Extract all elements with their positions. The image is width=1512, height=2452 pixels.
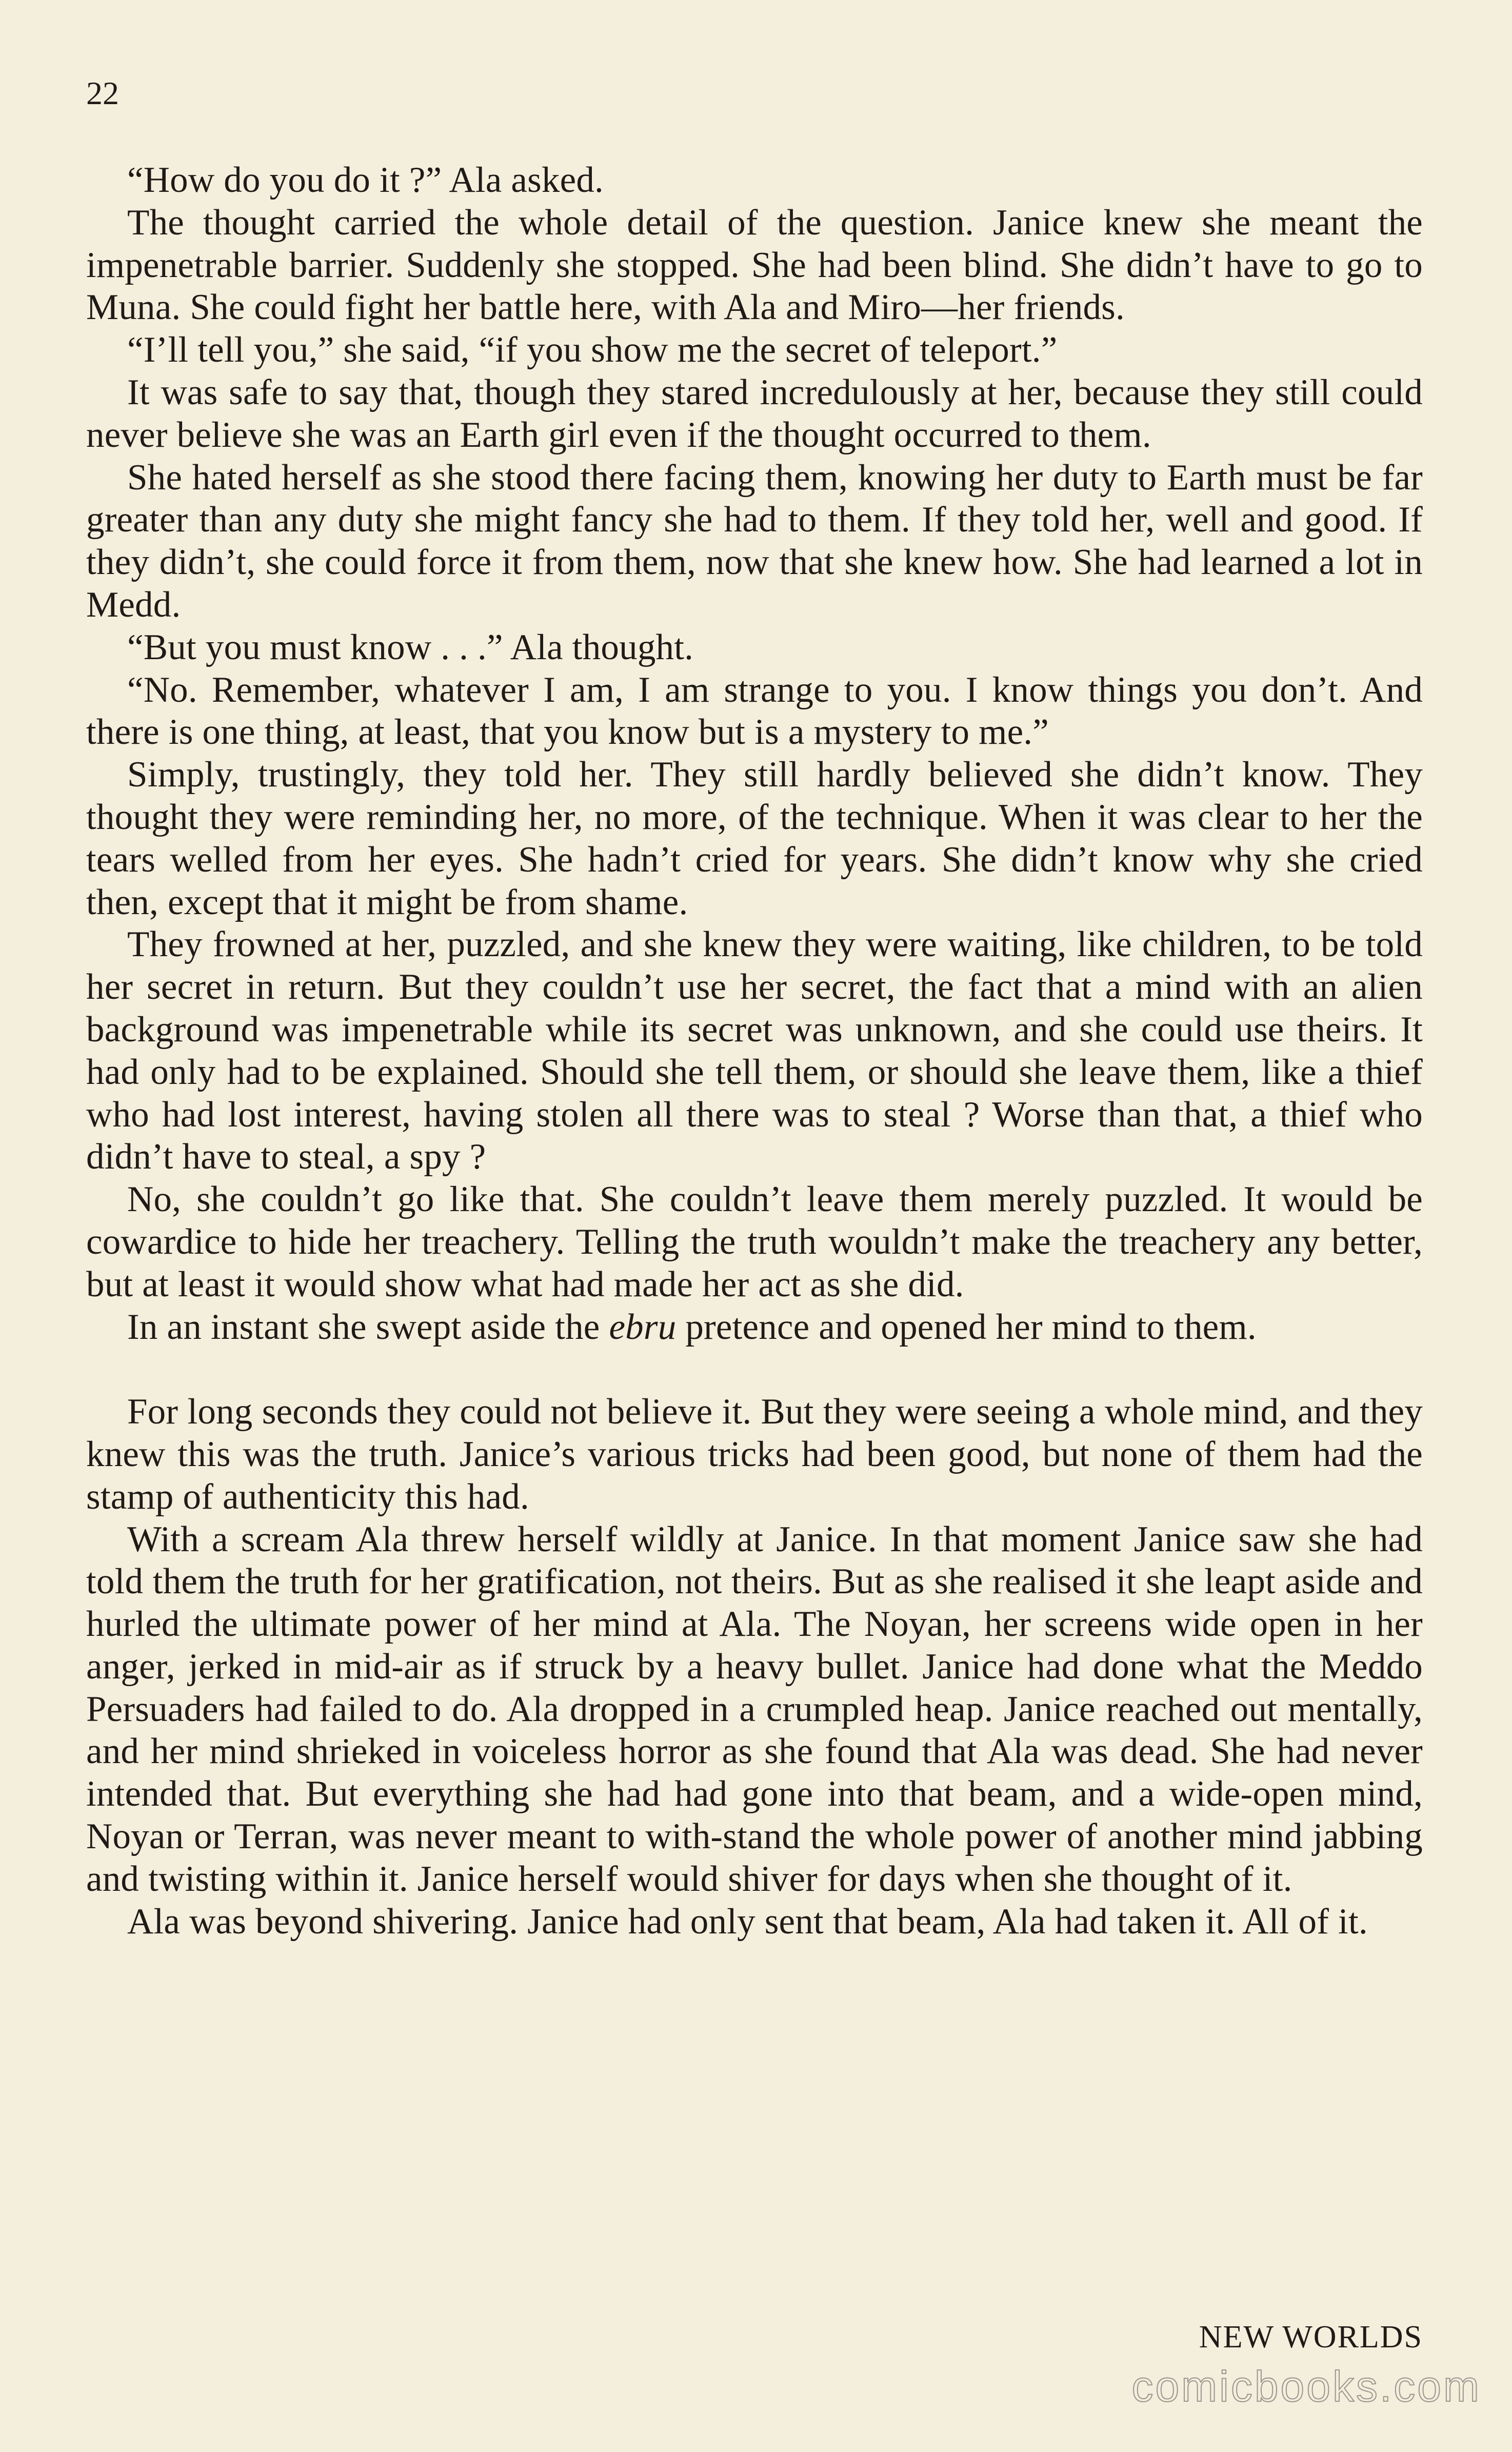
paragraph: No, she couldn’t go like that. She couldn’t leave them merely puzzled. It would be cowardice to hide her treachery. Telling the truth wouldn’t make the treachery any better, but at least it would show what had made her act as she did. bbox=[86, 1179, 1423, 1304]
paragraph: “How do you do it ?” Ala asked. bbox=[127, 160, 604, 200]
paragraph: She hated herself as she stood there facing them, knowing her duty to Earth must be far greater than any duty she might fancy she had to them. If they told her, well and good. If they didn’t, she could force it from them, now that she knew how. She had learned a lot in Medd. bbox=[86, 457, 1423, 625]
watermark: comicbooks.com bbox=[1131, 2362, 1481, 2410]
paragraph: “But you must know . . .” Ala thought. bbox=[127, 627, 694, 667]
story-text bbox=[86, 159, 1423, 1943]
paragraph: With a scream Ala threw herself wildly at Janice. In that moment Janice saw she had told them the truth for her gratification, not theirs. But as she realised it she leapt aside and hurled the ultimate power of her mind at Ala. The Noyan, her screens wide open in her anger, jerked in mid-air as if struck by a heavy bullet. Janice had done what the Meddo Persuaders had failed to do. Ala dropped in a crumpled heap. Janice reached out mentally, and her mind shrieked in voiceless horror as she found that Ala was dead. She had never intended that. But everything she had had gone into that beam, and a wide-open mind, Noyan or Terran, was never meant to with-stand the whole power of another mind jabbing and twisting within it. Janice herself would shiver for days when she thought of it. bbox=[86, 1519, 1423, 1899]
paragraph: Ala was beyond shivering. Janice had only sent that beam, Ala had taken it. All of it. bbox=[127, 1901, 1368, 1942]
ebru-before: In an instant she swept aside the bbox=[127, 1307, 609, 1347]
paragraph: “No. Remember, whatever I am, I am strange to you. I know things you don’t. And there is one thing, at least, that you know but is a mystery to me.” bbox=[86, 669, 1423, 753]
paragraph-ebru bbox=[86, 1306, 1423, 1349]
ebru-after: pretence and opened her mind to them. bbox=[676, 1307, 1257, 1347]
paragraph: “I’ll tell you,” she said, “if you show me the secret of teleport.” bbox=[127, 330, 1058, 370]
paragraph: They frowned at her, puzzled, and she knew they were waiting, like children, to be told her secret in return. But they couldn’t use her secret, the fact that a mind with an alien background was impenetrable while its secret was unknown, and she could use theirs. It had only had to be explained. Should she tell them, or should she leave them, like a thief who had lost interest, having stolen all there was to steal ? Worse than that, a thief who didn’t have to steal, a spy ? bbox=[86, 924, 1423, 1177]
running-footer: NEW WORLDS bbox=[1199, 2320, 1423, 2355]
paragraph: Simply, trustingly, they told her. They still hardly believed she didn’t know. They thought they were reminding her, no more, of the technique. When it was clear to her the tears welled from her eyes. She hadn’t cried for years. She didn’t know why she cried then, except that it might be from shame. bbox=[86, 755, 1423, 922]
paragraph: For long seconds they could not believe it. But they were seeing a whole mind, and they knew this was the truth. Janice’s various tricks had been good, but none of them had the stamp of authenticity this had. bbox=[86, 1392, 1423, 1517]
page-number: 22 bbox=[86, 75, 119, 111]
paragraph: The thought carried the whole detail of the question. Janice knew she meant the impenetrable barrier. Suddenly she stopped. She had been blind. She didn’t have to go to Muna. She could fight her battle here, with Ala and Miro—her friends. bbox=[86, 202, 1423, 328]
ebru-italic-word: ebru bbox=[609, 1307, 677, 1347]
paragraph: It was safe to say that, though they stared incredulously at her, because they still could never believe she was an Earth girl even if the thought occurred to them. bbox=[86, 372, 1423, 455]
